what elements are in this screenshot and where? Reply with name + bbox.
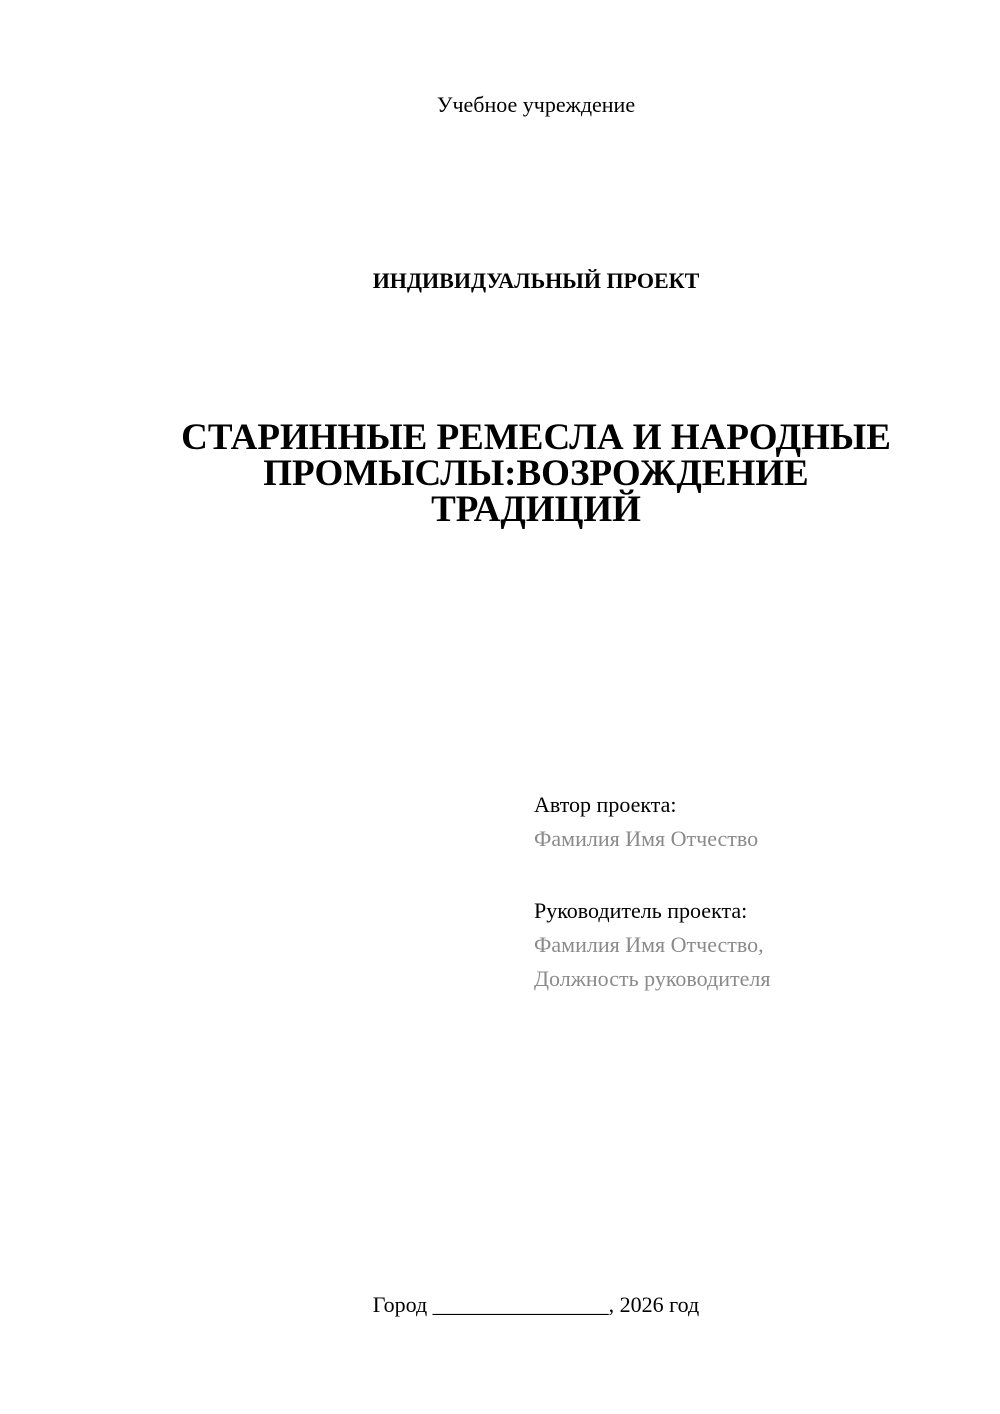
- author-label: Автор проекта:: [534, 792, 677, 817]
- city-year-footer: Город ________________, 2026 год: [372, 1292, 700, 1317]
- supervisor-label: Руководитель проекта:: [534, 898, 748, 923]
- credits-spacer: [534, 856, 974, 894]
- project-title: [130, 417, 942, 530]
- supervisor-name: Фамилия Имя Отчество,: [534, 932, 764, 957]
- project-title-line: СТАРИННЫЕ РЕМЕСЛА И НАРОДНЫЕ: [181, 417, 891, 458]
- project-type-heading: ИНДИВИДУАЛЬНЫЙ ПРОЕКТ: [372, 268, 700, 293]
- project-title-line: ПРОМЫСЛЫ:ВОЗРОЖДЕНИЕ: [263, 453, 809, 494]
- credits-block: [534, 788, 974, 996]
- supervisor-position: Должность руководителя: [534, 966, 771, 991]
- institution-name: Учебное учреждение: [436, 92, 636, 117]
- project-title-line: ТРАДИЦИЙ: [431, 489, 641, 530]
- author-name: Фамилия Имя Отчество: [534, 826, 759, 851]
